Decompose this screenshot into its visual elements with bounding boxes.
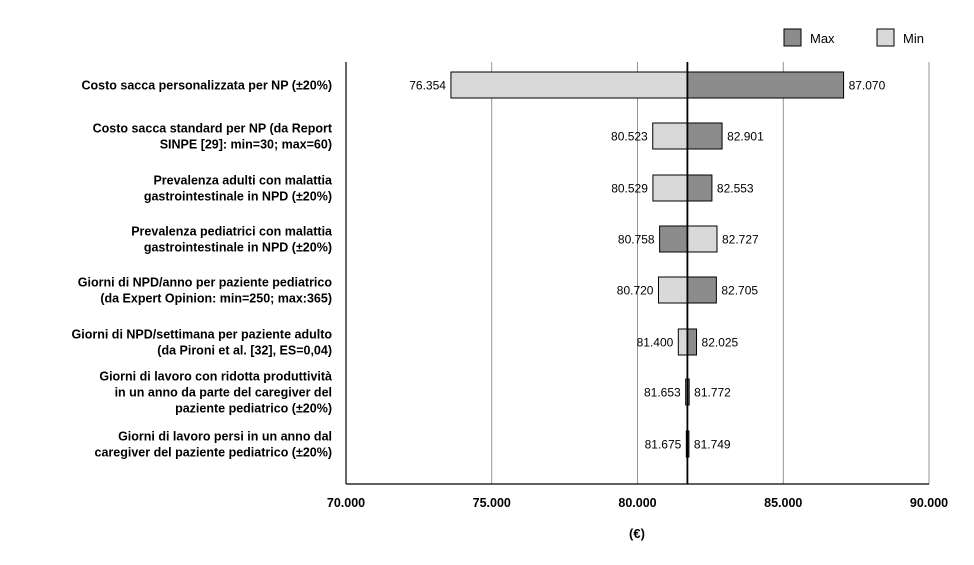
x-tick-label: 85.000 <box>764 496 803 510</box>
max-bar-value-label: 82.901 <box>727 129 764 144</box>
x-tick-label: 90.000 <box>909 496 949 510</box>
min-bar-value-label: 81.400 <box>636 335 674 350</box>
legend-label: Min <box>903 31 924 46</box>
max-bar-value-label: 82.705 <box>721 283 759 298</box>
category-labels <box>72 79 334 460</box>
min-bar <box>653 123 688 149</box>
max-bar <box>687 175 712 201</box>
max-bar-value-label: 82.025 <box>701 335 739 350</box>
min-bar <box>451 72 687 98</box>
category-label: Giorni di lavoro persi in un anno dal <box>118 429 332 444</box>
category-label: paziente pediatrico (±20%) <box>175 401 332 416</box>
category-label: gastrointestinale in NPD (±20%) <box>143 189 332 204</box>
max-bar-value-label: 81.749 <box>693 437 731 452</box>
category-label: Giorni di NPD/settimana per paziente adulto <box>71 327 332 342</box>
min-bar <box>658 277 687 303</box>
legend-swatch <box>877 29 894 46</box>
min-bar-value-label: 80.720 <box>616 283 654 298</box>
category-label: caregiver del paziente pediatrico (±20%) <box>94 445 332 460</box>
x-tick-label: 80.000 <box>618 496 657 510</box>
category-label: Costo sacca standard per NP (da Report <box>92 121 332 136</box>
x-tick-label: 75.000 <box>472 496 511 510</box>
max-bar <box>687 72 843 98</box>
max-bar-value-label: 81.772 <box>694 385 731 400</box>
max-bar <box>660 226 688 252</box>
category-label: Prevalenza adulti con malattia <box>153 173 332 188</box>
max-bar-value-label: 82.553 <box>716 181 754 196</box>
min-bar-value-label: 80.529 <box>611 181 648 196</box>
x-axis-title: (€) <box>629 526 645 541</box>
min-bar-value-label: 76.354 <box>409 78 446 93</box>
legend-label: Max <box>810 31 835 46</box>
category-label: SINPE [29]: min=30; max=60) <box>159 137 332 152</box>
category-label: Costo sacca personalizzata per NP (±20%) <box>81 78 332 93</box>
category-label: (da Pironi et al. [32], ES=0,04) <box>157 343 332 358</box>
min-bar-value-label: 80.523 <box>611 129 648 144</box>
legend <box>784 29 924 46</box>
min-bar-value-label: 81.653 <box>643 385 681 400</box>
min-bar-value-label: 82.727 <box>721 232 759 247</box>
min-bar <box>687 226 717 252</box>
max-bar <box>687 329 696 355</box>
min-bar <box>678 329 687 355</box>
bars <box>409 62 885 484</box>
max-bar <box>687 277 716 303</box>
min-bar <box>653 175 687 201</box>
x-tick-label: 70.000 <box>326 496 366 510</box>
category-label: Giorni di NPD/anno per paziente pediatrico <box>77 275 332 290</box>
category-label: Prevalenza pediatrici con malattia <box>131 224 332 239</box>
category-label: gastrointestinale in NPD (±20%) <box>143 240 332 255</box>
max-bar-value-label: 87.070 <box>848 78 886 93</box>
max-bar-value-label: 80.758 <box>617 232 655 247</box>
legend-swatch <box>784 29 801 46</box>
min-bar-value-label: 81.675 <box>644 437 682 452</box>
category-label: (da Expert Opinion: min=250; max:365) <box>100 291 332 306</box>
category-label: Giorni di lavoro con ridotta produttività <box>99 369 332 384</box>
category-label: in un anno da parte del caregiver del <box>114 385 332 400</box>
max-bar <box>687 123 722 149</box>
